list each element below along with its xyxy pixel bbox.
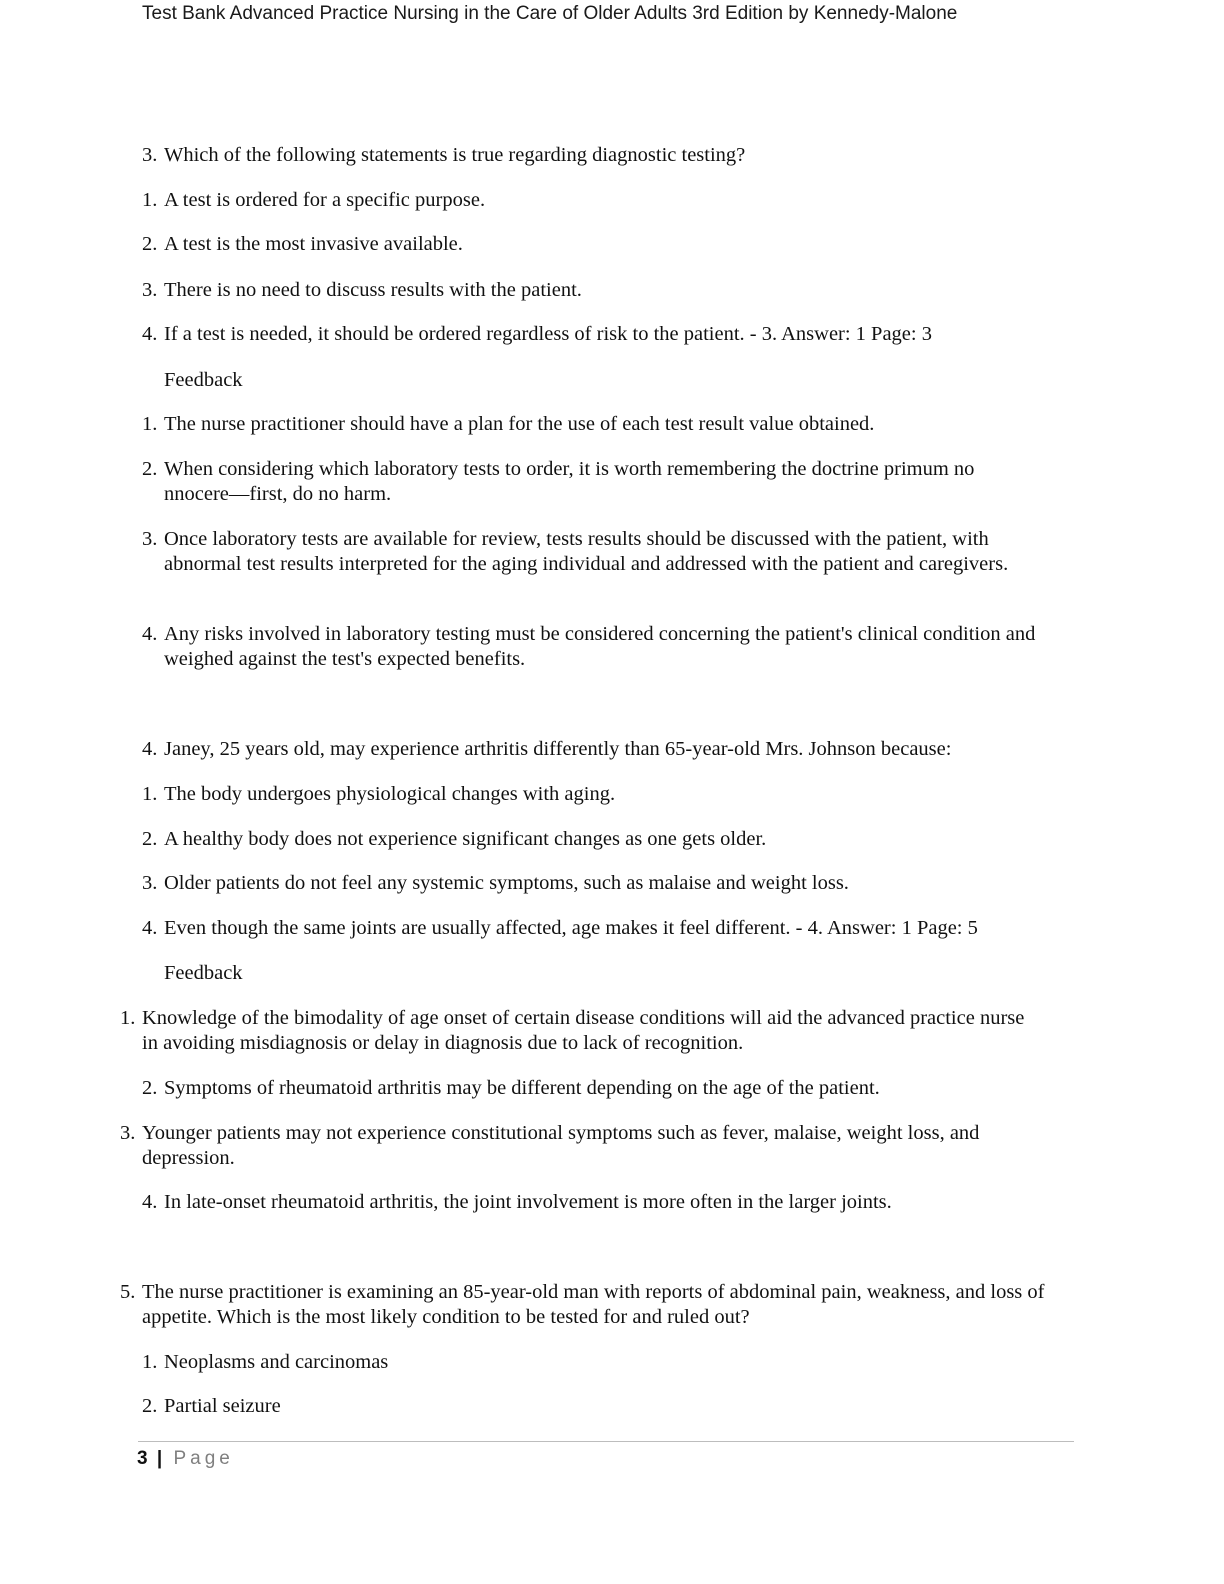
list-item xyxy=(142,622,1057,672)
list-item xyxy=(142,827,1042,852)
list-item xyxy=(142,232,1042,257)
item-number: 3. xyxy=(142,279,158,301)
list-item xyxy=(120,1006,1030,1056)
item-text: Any risks involved in laboratory testing must be considered concerning the patient's clinical condition and weighed against the test's expected benefits. xyxy=(164,623,1036,670)
list-item xyxy=(142,1190,1042,1215)
item-text: A test is the most invasive available. xyxy=(164,233,463,255)
item-number: 4. xyxy=(142,917,158,939)
item-text: If a test is needed, it should be ordered regardless of risk to the patient. - 3. Answer: 1 Page: 3 xyxy=(164,323,932,345)
item-number: 4. xyxy=(142,623,158,645)
item-number: 3. xyxy=(142,528,158,550)
item-number: 1. xyxy=(142,189,158,211)
footer-divider xyxy=(138,1441,1074,1442)
item-text: In late-onset rheumatoid arthritis, the joint involvement is more often in the larger joints. xyxy=(164,1191,892,1213)
page-number: 3 xyxy=(137,1448,148,1469)
item-number: 2. xyxy=(142,458,158,480)
item-text: A test is ordered for a specific purpose. xyxy=(164,189,486,211)
item-text: Partial seizure xyxy=(164,1395,281,1417)
item-text: Symptoms of rheumatoid arthritis may be different depending on the age of the patient. xyxy=(164,1077,880,1099)
item-number: 2. xyxy=(142,233,158,255)
item-text: A healthy body does not experience significant changes as one gets older. xyxy=(164,828,767,850)
list-item xyxy=(142,916,1052,941)
list-item xyxy=(142,322,1052,347)
item-number: 1. xyxy=(142,413,158,435)
item-text: There is no need to discuss results with the patient. xyxy=(164,279,582,301)
item-text: The nurse practitioner should have a plan for the use of each test result value obtained. xyxy=(164,413,875,435)
item-number: 1. xyxy=(142,1351,158,1373)
list-item xyxy=(142,143,1042,168)
list-item xyxy=(120,1280,1045,1330)
footer-separator: | xyxy=(156,1448,163,1469)
item-text: Younger patients may not experience constitutional symptoms such as fever, malaise, weight loss, and depression. xyxy=(142,1122,980,1169)
document-header: Test Bank Advanced Practice Nursing in the Care of Older Adults 3rd Edition by Kennedy-Malone xyxy=(142,3,958,24)
feedback-label xyxy=(164,961,464,986)
list-item xyxy=(142,782,1042,807)
item-text: Once laboratory tests are available for review, tests results should be discussed with the patient, with abnormal test results interpreted for the aging individual and addressed with the patient and caregivers. xyxy=(164,528,1009,575)
item-number: 3. xyxy=(120,1122,136,1144)
item-text: The body undergoes physiological changes with aging. xyxy=(164,783,616,805)
item-text: Even though the same joints are usually affected, age makes it feel different. - 4. Answer: 1 Page: 5 xyxy=(164,917,978,939)
item-number: 2. xyxy=(142,1395,158,1417)
item-number: 4. xyxy=(142,738,158,760)
item-number: 3. xyxy=(142,872,158,894)
item-text: Neoplasms and carcinomas xyxy=(164,1351,389,1373)
item-number: 1. xyxy=(120,1007,136,1029)
item-text: The nurse practitioner is examining an 85-year-old man with reports of abdominal pain, weakness, and loss of appetite. Which is the most likely condition to be tested for and ruled out? xyxy=(142,1281,1045,1328)
list-item xyxy=(142,1350,1042,1375)
item-number: 1. xyxy=(142,783,158,805)
feedback-text: Feedback xyxy=(164,369,243,391)
feedback-text: Feedback xyxy=(164,962,243,984)
feedback-label xyxy=(164,368,464,393)
item-number: 2. xyxy=(142,828,158,850)
list-item xyxy=(142,188,1042,213)
item-number: 4. xyxy=(142,1191,158,1213)
item-text: Which of the following statements is true regarding diagnostic testing? xyxy=(164,144,746,166)
list-item xyxy=(142,737,1042,762)
page-label: Page xyxy=(173,1448,234,1469)
item-text: Janey, 25 years old, may experience arthritis differently than 65-year-old Mrs. Johnson because: xyxy=(164,738,952,760)
page-footer xyxy=(137,1448,234,1470)
list-item xyxy=(142,1076,1042,1101)
item-number: 3. xyxy=(142,144,158,166)
item-number: 4. xyxy=(142,323,158,345)
item-text: Older patients do not feel any systemic symptoms, such as malaise and weight loss. xyxy=(164,872,849,894)
item-number: 2. xyxy=(142,1077,158,1099)
item-text: Knowledge of the bimodality of age onset of certain disease conditions will aid the advanced practice nurse in avoiding misdiagnosis or delay in diagnosis due to lack of recognition. xyxy=(142,1007,1025,1054)
list-item xyxy=(120,1121,1040,1171)
item-text: When considering which laboratory tests to order, it is worth remembering the doctrine primum no nnocere—first, do no harm. xyxy=(164,458,975,505)
list-item xyxy=(142,1394,1042,1419)
item-number: 5. xyxy=(120,1281,136,1303)
list-item xyxy=(142,527,1057,577)
list-item xyxy=(142,457,1037,507)
list-item xyxy=(142,278,1042,303)
list-item xyxy=(142,412,1042,437)
list-item xyxy=(142,871,1042,896)
